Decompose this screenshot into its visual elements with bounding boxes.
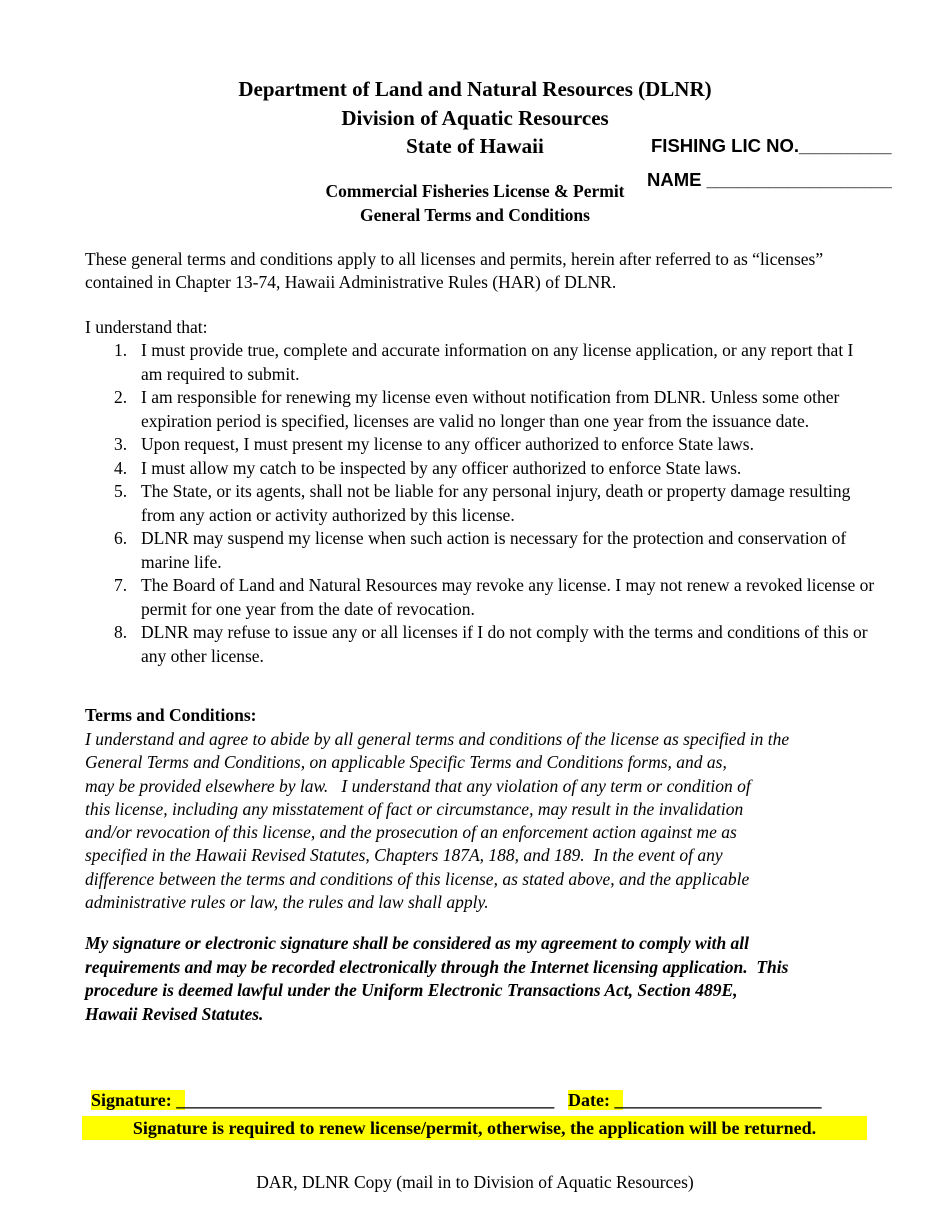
list-item-number: 1. [114,340,128,360]
terms-list [85,339,875,668]
date-field[interactable]: ______________________ [623,1090,822,1110]
signature-label-group [91,1090,185,1110]
terms-line: General Terms and Conditions, on applicable Specific Terms and Conditions forms, and as, [85,752,727,773]
date-row [559,1069,821,1111]
agreement-line: procedure is deemed lawful under the Uniform Electronic Transactions Act, Section 489E, [85,980,738,1000]
list-item-number: 5. [114,481,128,501]
department-title: Department of Land and Natural Resources (DLNR) [238,77,712,101]
list-item [85,457,875,481]
date-colon: : [603,1090,615,1110]
list-item-number: 4. [114,457,128,478]
terms-line: difference between the terms and conditions of this license, as stated above, and the applicable [85,868,750,889]
fishing-lic-blank[interactable]: _________ [799,135,892,156]
fishing-lic-label: FISHING LIC NO. [651,135,799,156]
name-label: NAME [647,169,702,190]
agreement-line: My signature or electronic signature shall be considered as my agreement to comply with all [85,933,750,953]
date-label-group [568,1090,623,1110]
list-item [85,386,875,433]
date-blank-start: _ [614,1090,624,1110]
date-label: Date [568,1090,604,1110]
footer-copy-note: DAR, DLNR Copy (mail in to Division of Aquatic Resources) [256,1172,694,1192]
terms-line: administrative rules or law, the rules and law shall apply. [85,892,489,913]
list-item [85,574,875,621]
fishing-lic-field [651,135,892,157]
form-subtitle-1: Commercial Fisheries License & Permit [325,181,625,201]
state-title: State of Hawaii [406,134,544,158]
terms-line: specified in the Hawaii Revised Statutes, Chapters 187A, 188, and 189. In the event of any [85,845,723,866]
signature-colon: : [165,1090,177,1110]
list-item-text: The State, or its agents, shall not be liable for any personal injury, death or property damage resulting from any action or activity authorized by this license. [141,481,851,525]
signature-row [82,1069,554,1111]
list-item-number: 7. [114,575,128,595]
agreement-line: requirements and may be recorded electronically through the Internet licensing application. This [85,956,789,977]
list-item-text: DLNR may refuse to issue any or all licenses if I do not comply with the terms and conditions of this or any other license. [141,622,868,666]
division-title: Division of Aquatic Resources [341,106,609,130]
list-item [85,621,875,668]
signature-field[interactable]: _________________________________________ [185,1090,555,1110]
terms-line: I understand and agree to abide by all general terms and conditions of the license as specified in the [85,729,790,749]
list-item-number: 3. [114,434,128,454]
list-item [85,339,875,386]
list-item-text: The Board of Land and Natural Resources may revoke any license. I may not renew a revoked license or permit for one year from the date of revocation. [141,575,875,619]
list-item-number: 8. [114,622,128,642]
understand-heading: I understand that: [85,317,208,337]
list-item-number: 2. [114,387,128,407]
intro-paragraph: These general terms and conditions apply to all licenses and permits, herein after referred to as “licenses” contained in Chapter 13-74, Hawaii Administrative Rules (HAR) of DLNR. [85,249,824,292]
list-item-text: I must provide true, complete and accurate information on any license application, or any report that I am required to submit. [141,340,854,384]
terms-body [85,728,885,914]
list-item-text: I must allow my catch to be inspected by any officer authorized to enforce State laws. [141,457,742,478]
terms-line: and/or revocation of this license, and the prosecution of an enforcement action against me as [85,822,737,843]
terms-line: this license, including any misstatement of fact or circumstance, may result in the invalidation [85,798,744,819]
signature-label: Signature [91,1090,166,1110]
agreement-line: Hawaii Revised Statutes. [85,1003,264,1024]
list-item [85,433,875,457]
list-item-text: DLNR may suspend my license when such action is necessary for the protection and conservation of marine life. [141,528,847,572]
list-item-number: 6. [114,528,128,548]
name-blank[interactable]: __________________ [706,169,892,190]
list-item [85,480,875,527]
terms-line: may be provided elsewhere by law. I understand that any violation of any term or condition of [85,775,751,796]
list-item-text: Upon request, I must present my license to any officer authorized to enforce State laws. [141,434,754,454]
signature-blank-start: _ [176,1090,186,1110]
form-subtitle-2: General Terms and Conditions [360,205,590,225]
list-item [85,527,875,574]
agreement-body [85,932,885,1026]
signature-required-notice: Signature is required to renew license/permit, otherwise, the application will be returned. [82,1116,867,1140]
terms-heading: Terms and Conditions: [85,705,257,725]
list-item-text: I am responsible for renewing my license even without notification from DLNR. Unless some other expiration period is specified, licenses are valid no longer than one year from the issuance date. [141,387,840,431]
